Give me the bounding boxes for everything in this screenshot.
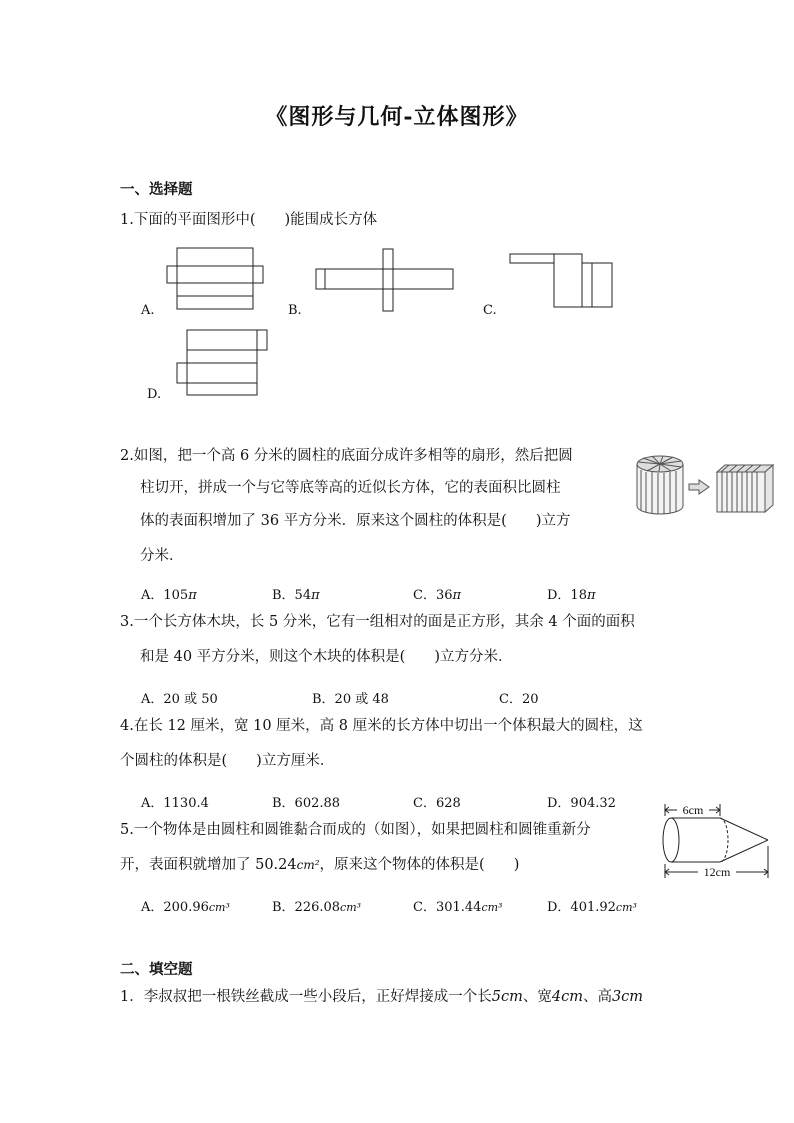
q3-option-c: C．20 <box>499 692 539 707</box>
section-fill-heading: 二、填空题 <box>120 961 193 978</box>
question-1-text: 1.下面的平面图形中( )能围成长方体 <box>120 212 378 228</box>
q1-label-b: B. <box>288 303 302 318</box>
q4-option-a: A．1130.4 <box>141 796 209 811</box>
page-title: 《图形与几何-立体图形》 <box>265 104 529 130</box>
q1-label-a: A. <box>141 303 155 318</box>
q1-label-d: D. <box>147 387 162 402</box>
q1-net-a <box>165 246 265 312</box>
question-5-line-2: 开，表面积就增加了 50.24cm²，原来这个物体的体积是( ) <box>120 857 520 873</box>
q5-cylinder-cone-figure <box>656 796 774 880</box>
q1-label-c: C. <box>483 303 497 318</box>
question-2-line-1: 2.如图，把一个高 6 分米的圆柱的底面分成许多相等的扇形，然后把圆 <box>120 448 573 464</box>
question-4-line-1: 4.在长 12 厘米，宽 10 厘米，高 8 厘米的长方体中切出一个体积最大的圆柱，这 <box>120 718 643 734</box>
q5-figure-bottom-label: 12cm <box>703 865 731 879</box>
q5-option-d: D．401.92cm³ <box>547 900 637 915</box>
question-2-line-3: 体的表面积增加了 36 平方分米．原来这个圆柱的体积是( )立方 <box>140 513 571 529</box>
q2-cylinder-to-cuboid-figure <box>633 450 775 518</box>
q5-option-b: B．226.08cm³ <box>272 900 362 915</box>
section-choice-heading: 一、选择题 <box>120 181 193 198</box>
q4-option-b: B．602.88 <box>272 796 341 811</box>
question-2-line-2: 柱切开，拼成一个与它等底等高的近似长方体，它的表面积比圆柱 <box>140 480 561 496</box>
question-3-line-2: 和是 40 平方分米，则这个木块的体积是( )立方分米． <box>140 649 513 665</box>
q5-option-c: C．301.44cm³ <box>413 900 503 915</box>
q1-net-d <box>175 328 275 400</box>
q3-option-a: A．20 或 50 <box>141 692 218 707</box>
question-5-line-1: 5.一个物体是由圆柱和圆锥黏合而成的（如图），如果把圆柱和圆锥重新分 <box>120 822 591 838</box>
q2-option-c: C．36π <box>413 588 462 603</box>
fill-question-1-text: 1．李叔叔把一根铁丝截成一些小段后，正好焊接成一个长5cm、宽4cm、高3cm <box>120 989 644 1005</box>
q3-option-b: B．20 或 48 <box>312 692 389 707</box>
q1-net-c <box>508 252 616 312</box>
question-4-line-2: 个圆柱的体积是( )立方厘米． <box>120 753 335 769</box>
q2-option-d: D．18π <box>547 588 596 603</box>
question-3-line-1: 3.一个长方体木块，长 5 分米，它有一组相对的面是正方形，其余 4 个面的面积 <box>120 614 635 630</box>
q4-option-c: C．628 <box>413 796 461 811</box>
question-2-line-4: 分米． <box>140 548 184 564</box>
q2-option-a: A．105π <box>141 588 197 603</box>
q5-option-a: A．200.96cm³ <box>141 900 230 915</box>
q4-option-d: D．904.32 <box>547 796 616 811</box>
q1-net-b <box>313 247 458 313</box>
q5-figure-top-label: 6cm <box>682 803 704 817</box>
q2-option-b: B．54π <box>272 588 320 603</box>
